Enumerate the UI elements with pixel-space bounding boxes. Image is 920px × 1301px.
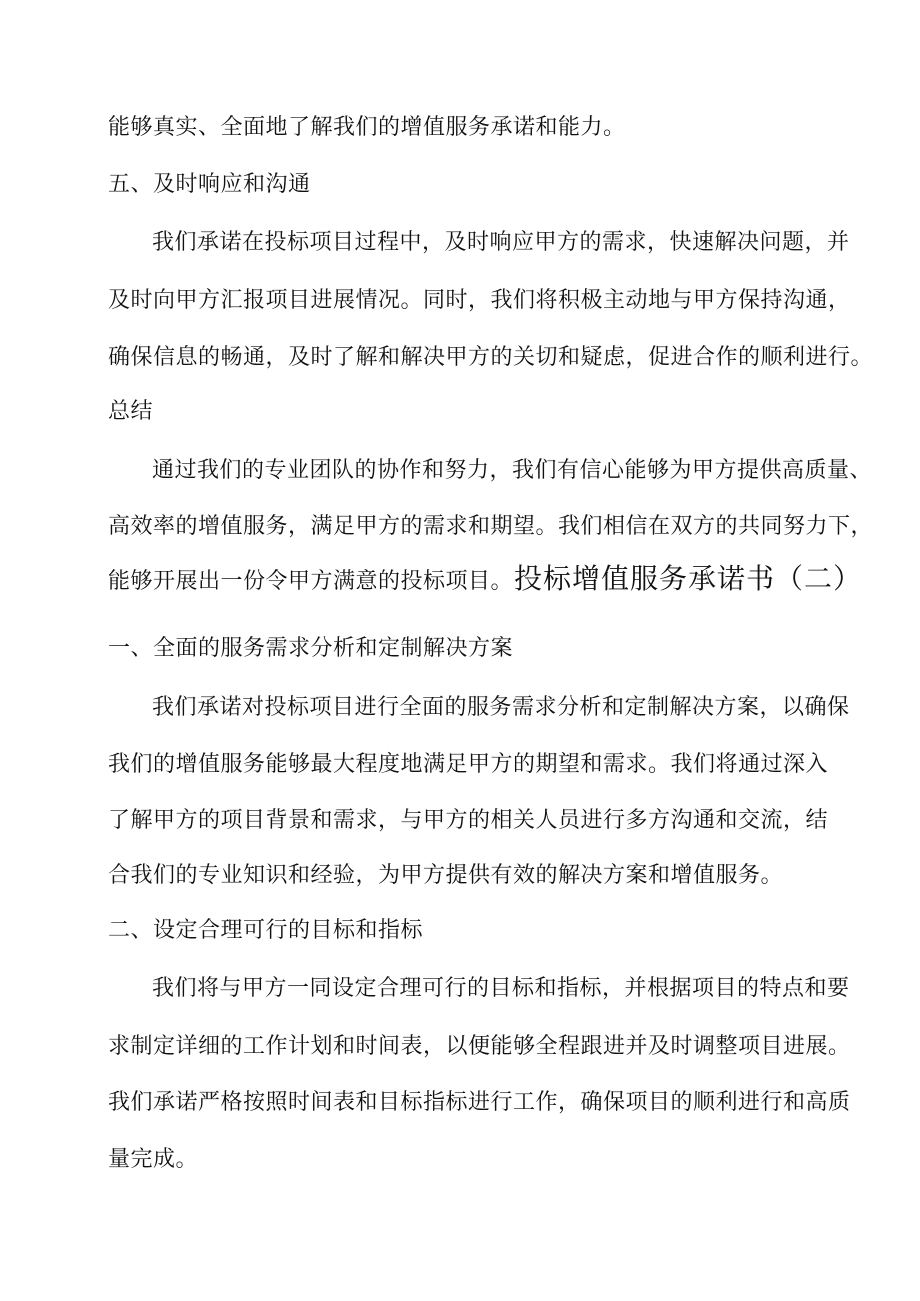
paragraph-line: 我们承诺对投标项目进行全面的服务需求分析和定制解决方案，以确保 — [152, 695, 850, 720]
paragraph-line: 能够真实、全面地了解我们的增值服务承诺和能力。 — [108, 115, 626, 140]
paragraph-line: 我们将与甲方一同设定合理可行的目标和指标，并根据项目的特点和要 — [152, 976, 850, 1001]
paragraph-line: 我们的增值服务能够最大程度地满足甲方的期望和需求。我们将通过深入 — [108, 752, 829, 777]
document-title: 投标增值服务承诺书（二） — [514, 562, 863, 595]
section-heading: 五、及时响应和沟通 — [108, 172, 311, 197]
paragraph-line: 合我们的专业知识和经验，为甲方提供有效的解决方案和增值服务。 — [108, 863, 784, 888]
paragraph-line: 通过我们的专业团队的协作和努力，我们有信心能够为甲方提供高质量、 — [152, 458, 873, 483]
paragraph-line: 我们承诺严格按照时间表和目标指标进行工作，确保项目的顺利进行和高质 — [108, 1090, 851, 1115]
paragraph-line: 量完成。 — [108, 1147, 199, 1172]
paragraph-line: 求制定详细的工作计划和时间表，以便能够全程跟进并及时调整项目进展。 — [108, 1034, 851, 1059]
paragraph-line: 能够开展出一份令甲方满意的投标项目。 — [108, 569, 514, 594]
paragraph-line: 高效率的增值服务，满足甲方的需求和期望。我们相信在双方的共同努力下， — [108, 514, 874, 539]
paragraph-line: 我们承诺在投标项目过程中，及时响应甲方的需求，快速解决问题，并 — [152, 230, 850, 255]
paragraph-line: 了解甲方的项目背景和需求，与甲方的相关人员进行多方沟通和交流，结 — [108, 808, 829, 833]
paragraph-line: 及时向甲方汇报项目进展情况。同时，我们将积极主动地与甲方保持沟通， — [108, 288, 851, 313]
section-heading: 二、设定合理可行的目标和指标 — [108, 918, 424, 943]
paragraph-line: 确保信息的畅通，及时了解和解决甲方的关切和疑虑，促进合作的顺利进行。 — [108, 345, 874, 370]
section-heading: 总结 — [108, 399, 154, 424]
section-heading: 一、全面的服务需求分析和定制解决方案 — [108, 636, 514, 661]
